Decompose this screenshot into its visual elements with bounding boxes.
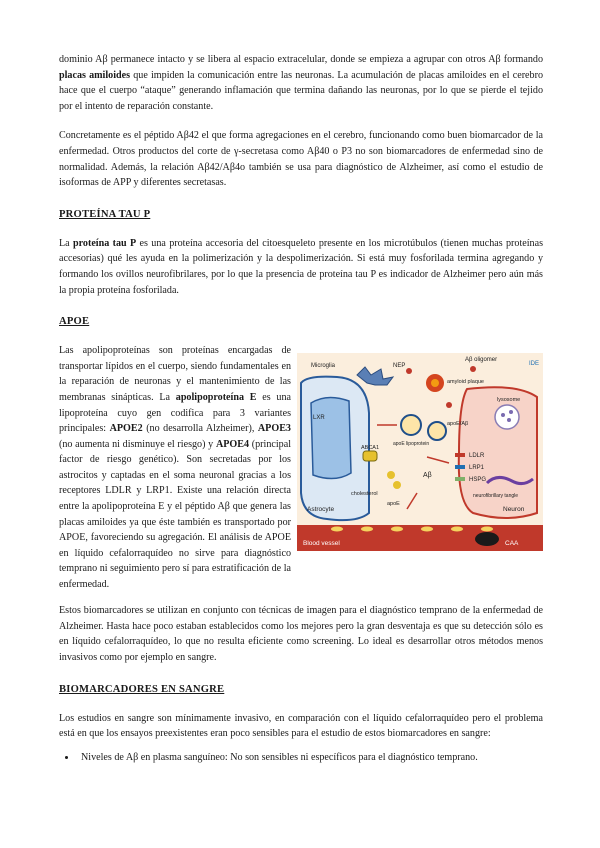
lysosome-shape [495, 405, 519, 429]
label-lrp1: LRP1 [469, 465, 485, 472]
paragraph-ab42: Concretamente es el péptido Aβ42 el que forma agregaciones en el cerebro, funcionando como buen biomarcador de la enfermedad. Otros productos del corte de γ-secretasa como Aβ40 o P3 no son biomarcadores de enfermedad sino de normalidad. Además, la relación Aβ42/Aβ4o también se usa para diagnóstico de Alzheimer, así como el estudio de isoformas de APP y diferentes secretasas. [59, 130, 543, 189]
lrp1-receptor [455, 465, 465, 469]
label-lxr: LXR [313, 415, 325, 422]
term-tau: proteína tau P [73, 237, 137, 249]
label-abca1: ABCA1 [361, 445, 380, 452]
label-amyloid-plaque: amyloid plaque [447, 379, 484, 386]
label-apoe-lipoprotein: apoE lipoprotein [393, 441, 430, 448]
label-tangle: neurofibrillary tangle [473, 493, 519, 500]
label-nep: NEP [393, 363, 406, 370]
paragraph-apoe: Las apolipoproteínas son proteínas encargadas de transportar lípidos en el cuerpo, siendo fundamentales en la reparación de neuronas y el mantenimiento de las membranas sinápticas. La apolipoproteína E es una lipoproteína cuyo gen codifica para 3 variantes principales: APOE2 (no desarrolla Alzheimer), APOE3 (no aumenta ni disminuye el riesgo) y APOE4 (principal factor de riesgo genético). Son secretadas por los astrocitos y captadas en el soma neuronal gracias a los receptores LDLR y LRP1. Existe una relación directa entre la apolipoproteína E y el péptido Aβ que genera las placas amiloides ya que éste también es transportado por APOE, favoreciendo su agregación. El análisis de APOE en líquido cefalorraquídeo no sirve para diagnóstico temprano ni seguimiento pero sí para estratificación de la enfermedad. [59, 345, 292, 591]
apoe-lipoprotein-shape [401, 415, 421, 435]
oligomer-dot [470, 366, 476, 372]
label-ab: Aβ [423, 472, 432, 480]
heading-blood-biomarkers: BIOMARCADORES EN SANGRE [59, 683, 225, 695]
apoe-diagram [297, 353, 543, 551]
label-caa: CAA [505, 540, 519, 548]
oligomer-dot [406, 368, 412, 374]
label-lysosome: lysosome [497, 397, 521, 404]
cholesterol-dot [387, 471, 395, 479]
paragraph-tau: La proteína tau P es una proteína accesoria del citoesqueleto presente en los microtúbulos (tienen muchas proteínas accesorias) qué les ayuda en la polimerización y la despolimerización. Si está muy fosforilada termina agregando y formando los ovillos neurofibrilares, por lo que la presencia de proteína tau P es indicador de Alzheimer pero aún más la propia proteína fosforilada. [59, 237, 544, 296]
list-item: • Niveles de Aβ en plasma sanguíneo: No son sensibles ni específicos para el diagnóstico temprano. [77, 750, 543, 766]
label-apoe-small: apoE [387, 501, 400, 508]
label-microglia: Microglia [311, 363, 336, 370]
label-neuron: Neuron [503, 506, 525, 514]
label-apoe-ab: apoE/Aβ [447, 421, 469, 428]
label-cholesterol: cholesterol [351, 491, 378, 498]
cholesterol-dot [393, 481, 401, 489]
heading-tau: PROTEÍNA TAU P [59, 208, 151, 220]
label-ab-oligomer: Aβ oligomer [465, 357, 498, 364]
apoe-section [59, 343, 543, 603]
apoe-text-column [59, 343, 291, 593]
abca1-shape [363, 451, 377, 461]
label-ldlr: LDLR [469, 453, 485, 460]
apoe-ab-complex-shape [428, 422, 446, 440]
caa-deposit [475, 532, 499, 546]
paragraph-blood-studies: Los estudios en sangre son mínimamente invasivo, en comparación con el líquido cefalorraquídeo pero el problema está en que los ensayos preexistentes eran poco sensibles para el estudio de estos biomarcadores en sangre: [59, 712, 543, 740]
apoe-diagram-figure [297, 353, 543, 551]
hspg-receptor [455, 477, 465, 481]
term-amyloid-plaques: placas amiloides [59, 69, 131, 81]
heading-apoe: APOE [59, 316, 90, 328]
bullet-list [59, 750, 543, 766]
paragraph-amyloid-plaques: dominio Aβ permanece intacto y se libera al espacio extracelular, donde se empieza a agrupar con otros Aβ formando placas amiloides que impiden la comunicación entre las neuronas. La acumulación de placas amiloides en el cerebro hace que el cuerpo “ataque” generando inflamación que termina dañando las neuronas, por lo que se pierde el tejido por el intento de reparación constante. [59, 54, 543, 112]
document-page [59, 52, 543, 765]
oligomer-dot [446, 402, 452, 408]
label-blood-vessel: Blood vessel [303, 540, 340, 548]
label-astrocyte: Astrocyte [307, 506, 335, 514]
ldlr-receptor [455, 453, 465, 457]
label-ide: IDE [529, 361, 540, 368]
label-hspg: HSPG [469, 477, 487, 484]
astrocyte-nucleus [311, 398, 351, 479]
paragraph-biomarkers-summary: Estos biomarcadores se utilizan en conjunto con técnicas de imagen para el diagnóstico temprano de la enfermedad de Alzheimer. Hasta hace poco estaban establecidos como los mejores pero la gran desventaja es que su detección sólo es en líquido cefalorraquídeo, lo que no resulta eficiente como screening. Lo ideal es desarrollar otros métodos menos invasivos como por ejemplo en sangre. [59, 605, 543, 663]
